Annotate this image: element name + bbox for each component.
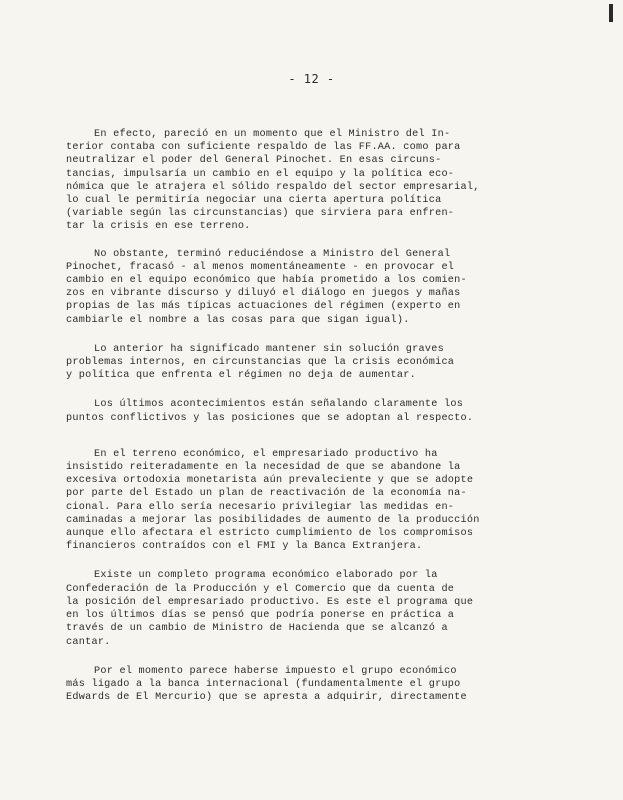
text-line: neutralizar el poder del General Pinochet. En esas circuns- [66,155,442,167]
text-line: (variable según las circunstancias) que sirviera para enfren- [66,208,455,220]
corner-mark [609,4,613,22]
text-line: más ligado a la banca internacional (fundamentalmente el grupo [66,678,461,690]
page-number: - 12 - [288,72,335,86]
text-line: Lo anterior ha significado mantener sin solución graves [94,343,444,355]
text-line: y política que enfrenta el régimen no deja de aumentar. [66,370,416,382]
text-line: insistido reiteradamente en la necesidad de que se abandone la [66,462,461,474]
text-line: en los últimos días se pensó que podría ponerse en práctica a [66,610,455,622]
text-line: la posición del empresariado productivo. Es este el programa que [66,596,474,608]
paragraph [66,343,536,383]
text-line: caminadas a mejorar las posibilidades de aumento de la producción [66,514,480,526]
text-line: terior contaba con suficiente respaldo de las FF.AA. como para [66,142,461,154]
text-line: cional. Para ello sería necesario privilegiar las medidas en- [66,501,455,513]
text-line: financieros contraídos con el FMI y la Banca Extranjera. [66,541,423,553]
text-line: En efecto, pareció en un momento que el Ministro del In- [94,129,451,140]
paragraph [66,569,536,648]
text-line: nómica que le atrajera el sólido respaldo del sector empresarial, [66,181,480,193]
text-line: tancias, impulsaría un cambio en el equipo y la política eco- [66,168,455,180]
paragraph [66,398,536,424]
text-line: excesiva ortodoxia monetarista aún prevaleciente y que se adopte [66,475,474,487]
paragraph [66,665,536,705]
text-line: Edwards de El Mercurio) que se apresta a adquirir, directamente [66,692,467,704]
text-line: aunque ello afectara el estricto cumplimiento de los compromisos [66,528,474,540]
body-text [66,128,536,704]
paragraph [66,128,536,234]
text-line: puntos conflictivos y las posiciones que se adoptan al respecto. [66,412,474,424]
text-line: Confederación de la Producción y el Comercio que da cuenta de [66,583,455,595]
text-line: tar la crisis en ese terreno. [66,221,251,233]
text-line: cambiarle el nombre a las cosas para que sigan igual). [66,314,410,326]
text-line: lo cual le permitiría negociar una cierta apertura política [66,195,442,207]
text-line: Existe un completo programa económico elaborado por la [94,570,438,582]
text-line: por parte del Estado un plan de reactivación de la economía na- [66,488,467,500]
text-line: través de un cambio de Ministro de Hacienda que se alcanzó a [66,623,448,635]
text-line: zos en vibrante discurso y diluyó el diálogo en juegos y mañas [66,288,461,300]
text-line: cantar. [66,636,111,648]
text-line: Los últimos acontecimientos están señalando claramente los [94,399,464,411]
paragraph [66,248,536,327]
text-line: propias de las más típicas actuaciones del régimen (experto en [66,301,461,313]
text-line: cambio en el equipo económico que había prometido a los comien- [66,275,467,287]
text-line: Pinochet, fracasó - al menos momentáneamente - en provocar el [66,261,455,273]
text-line: problemas internos, en circunstancias que la crisis económica [66,357,455,369]
paragraph [66,448,536,554]
text-line: No obstante, terminó reduciéndose a Ministro del General [94,248,451,260]
text-line: Por el momento parece haberse impuesto el grupo económico [94,665,457,677]
text-line: En el terreno económico, el empresariado productivo ha [94,448,438,460]
